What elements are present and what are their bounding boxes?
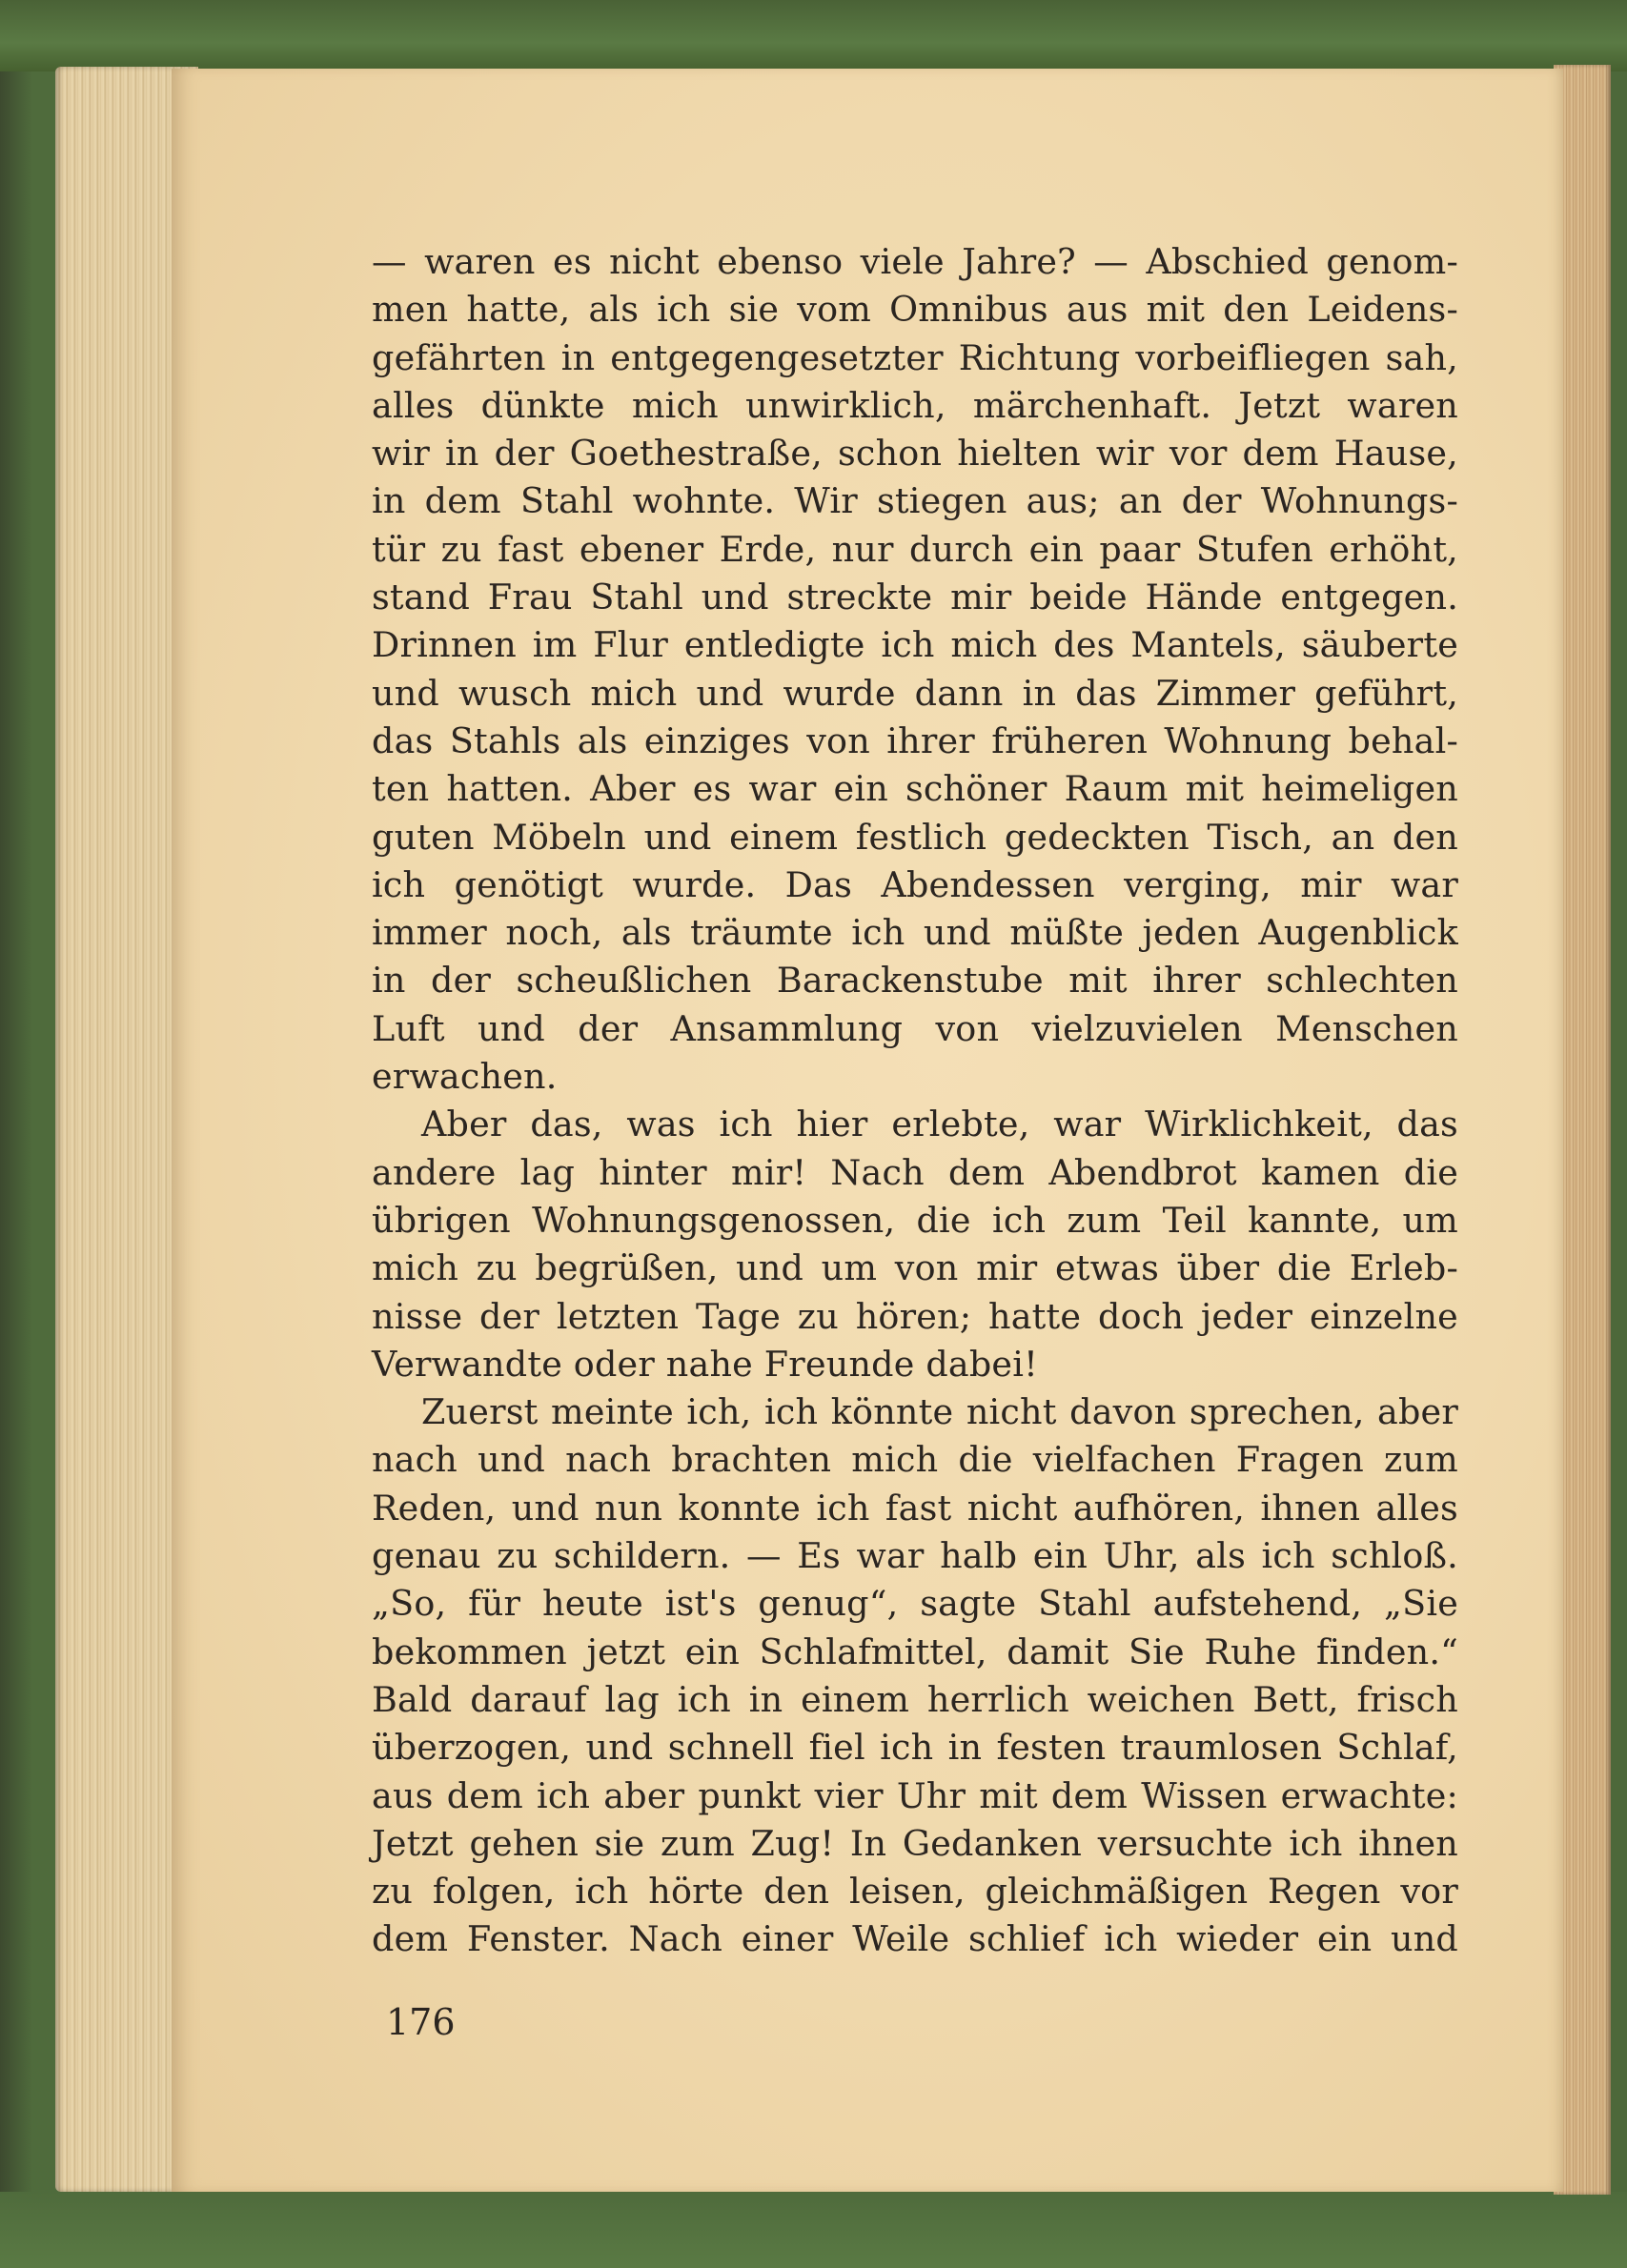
text-line: gefährten in entgegengesetzter Richtung vorbeifliegen sah, [372,336,1458,378]
text-line: übrigen Wohnungsgenossen, die ich zum Teil kannte, um [372,1199,1458,1241]
text-line: nisse der letzten Tage zu hören; hatte doch jeder einzelne [372,1295,1458,1337]
book-cover-bottom [0,2192,1627,2268]
text-line: immer noch, als träumte ich und müßte jeden Augenblick [372,912,1458,954]
text-line: Zuerst meinte ich, ich könnte nicht davon sprechen, aber [421,1391,1458,1433]
page-number: 176 [386,2001,456,2043]
text-line: aus dem ich aber punkt vier Uhr mit dem Wissen erwachte: [372,1774,1458,1816]
text-line: alles dünkte mich unwirklich, märchenhaft. Jetzt waren [372,384,1458,426]
book-cover-top [0,0,1627,71]
text-line: Aber das, was ich hier erlebte, war Wirklichkeit, das [421,1104,1458,1145]
text-line: das Stahls als einziges von ihrer früheren Wohnung behal- [372,719,1458,761]
text-line: überzogen, und schnell fiel ich in festen traumlosen Schlaf, [372,1727,1458,1769]
text-line: in der scheußlichen Barackenstube mit ihrer schlechten [372,960,1458,1002]
text-line: Drinnen im Flur entledigte ich mich des Mantels, säuberte [372,624,1458,666]
text-line: in dem Stahl wohnte. Wir stiegen aus; an der Wohnungs- [372,480,1458,522]
text-line: Luft und der Ansammlung von vielzuvielen Menschen [372,1007,1458,1049]
text-line: mich zu begrüßen, und um von mir etwas über die Erleb- [372,1247,1458,1289]
text-line: Jetzt gehen sie zum Zug! In Gedanken versuchte ich ihnen [372,1822,1458,1864]
text-line: und wusch mich und wurde dann in das Zimmer geführt, [372,672,1458,714]
text-line: erwachen. [372,1056,558,1098]
text-line: dem Fenster. Nach einer Weile schlief ich wieder ein und [372,1918,1458,1960]
text-line: ten hatten. Aber es war ein schöner Raum mit heimeligen [372,768,1458,810]
text-line: Reden, und nun konnte ich fast nicht aufhören, ihnen alles [372,1487,1458,1529]
text-line: genau zu schildern. — Es war halb ein Uhr, als ich schloß. [372,1535,1458,1577]
text-line: „So, für heute ist's genug“, sagte Stahl aufstehend, „Sie [372,1583,1458,1625]
text-line: — waren es nicht ebenso viele Jahre? — Abschied genom- [372,241,1458,282]
text-line: wir in der Goethestraße, schon hielten wir vor dem Hause, [372,433,1458,475]
text-line: Bald darauf lag ich in einem herrlich weichen Bett, frisch [372,1678,1458,1720]
text-line: Verwandte oder nahe Freunde dabei! [372,1343,1038,1385]
text-line: stand Frau Stahl und streckte mir beide Hände entgegen. [372,577,1458,618]
text-line: zu folgen, ich hörte den leisen, gleichmäßigen Regen vor [372,1871,1458,1913]
text-line: men hatte, als ich sie vom Omnibus aus mit den Leidens- [372,289,1458,331]
text-line: tür zu fast ebener Erde, nur durch ein paar Stufen erhöht, [372,528,1458,570]
text-line: guten Möbeln und einem festlich gedeckten Tisch, an den [372,816,1458,858]
text-line: nach und nach brachten mich die vielfachen Fragen zum [372,1439,1458,1481]
page-text [372,238,1458,1964]
text-line: andere lag hinter mir! Nach dem Abendbrot kamen die [372,1151,1458,1193]
text-line: ich genötigt wurde. Das Abendessen verging, mir war [372,863,1458,905]
text-line: bekommen jetzt ein Schlafmittel, damit Sie Ruhe finden.“ [372,1630,1458,1672]
